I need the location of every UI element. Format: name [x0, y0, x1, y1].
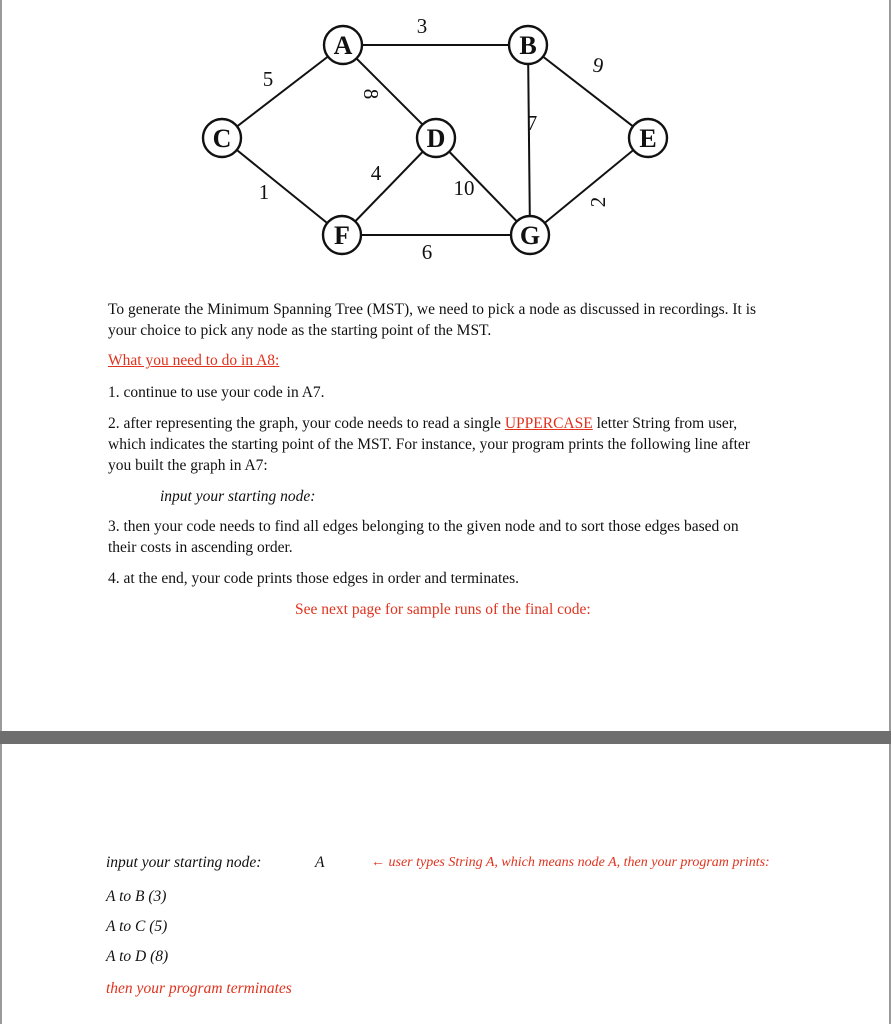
sample-annotation: ← user types String A, which means node A, then your program prints:	[371, 855, 770, 870]
sample-prompt: input your starting node:	[106, 854, 262, 871]
sample-end-note: then your program terminates	[106, 980, 292, 997]
node-label-g: G	[519, 221, 541, 250]
node-label-c: C	[212, 124, 232, 153]
node-f	[323, 216, 361, 254]
edge-e-g	[530, 138, 648, 235]
edge-c-f	[222, 138, 342, 235]
edge-weight-b-g: 7	[526, 111, 538, 135]
step-3-line-2: their costs in ascending order.	[108, 539, 293, 556]
node-e	[629, 119, 667, 157]
step-3-line-1: 3. then your code needs to find all edges belonging to the given node and to sort those edges based on	[108, 518, 739, 535]
step-2-line-2: which indicates the starting point of the MST. For instance, your program prints the following line after	[108, 436, 750, 453]
edge-weight-d-f: 4	[370, 161, 382, 185]
node-label-e: E	[639, 124, 657, 153]
node-g	[511, 216, 549, 254]
edge-weight-c-f: 1	[258, 180, 270, 204]
sample-output-3: A to D (8)	[106, 948, 169, 965]
step-1: 1. continue to use your code in A7.	[108, 384, 325, 401]
step-2-text: 2. after representing the graph, your code needs to read a single	[108, 415, 505, 432]
node-b	[509, 26, 547, 64]
node-label-f: F	[334, 221, 350, 250]
prompt-example: input your starting node:	[160, 488, 316, 505]
edge-weight-b-e: 9	[590, 52, 606, 78]
edge-weight-a-b: 3	[416, 14, 428, 38]
edge-weight-e-g: 2	[586, 196, 610, 208]
step-4: 4. at the end, your code prints those edges in order and terminates.	[108, 570, 520, 587]
edge-a-c	[222, 45, 343, 138]
node-label-b: B	[519, 31, 537, 60]
page-separator	[0, 731, 891, 744]
sample-output-1: A to B (3)	[106, 888, 167, 905]
edge-weight-a-d: 8	[359, 88, 383, 100]
edge-weight-a-c: 5	[262, 67, 274, 91]
graph-diagram	[2, 0, 891, 290]
step-2-text-post: letter String from user,	[592, 415, 738, 432]
document-page-2	[0, 744, 891, 1024]
node-label-a: A	[333, 31, 353, 60]
next-page-note: See next page for sample runs of the final code:	[295, 601, 591, 618]
node-label-d: D	[426, 124, 446, 153]
edge-weight-d-g: 10	[453, 176, 475, 200]
node-d	[417, 119, 455, 157]
step-2-line-3: you built the graph in A7:	[108, 457, 268, 474]
node-c	[203, 119, 241, 157]
sample-output-2: A to C (5)	[106, 918, 168, 935]
edge-d-g	[436, 138, 530, 235]
intro-line-2: your choice to pick any node as the starting point of the MST.	[108, 322, 492, 339]
uppercase-link[interactable]: UPPERCASE	[504, 415, 593, 432]
intro-line-1: To generate the Minimum Spanning Tree (MST), we need to pick a node as discussed in recordings. It is	[108, 301, 757, 318]
edge-b-e	[528, 45, 648, 138]
step-2-line-1	[108, 413, 737, 434]
node-a	[324, 26, 362, 64]
section-heading: What you need to do in A8:	[108, 352, 280, 369]
edge-b-g	[528, 45, 530, 235]
edge-weight-f-g: 6	[421, 240, 433, 264]
sample-input: A	[315, 854, 325, 871]
edge-d-f	[342, 138, 436, 235]
